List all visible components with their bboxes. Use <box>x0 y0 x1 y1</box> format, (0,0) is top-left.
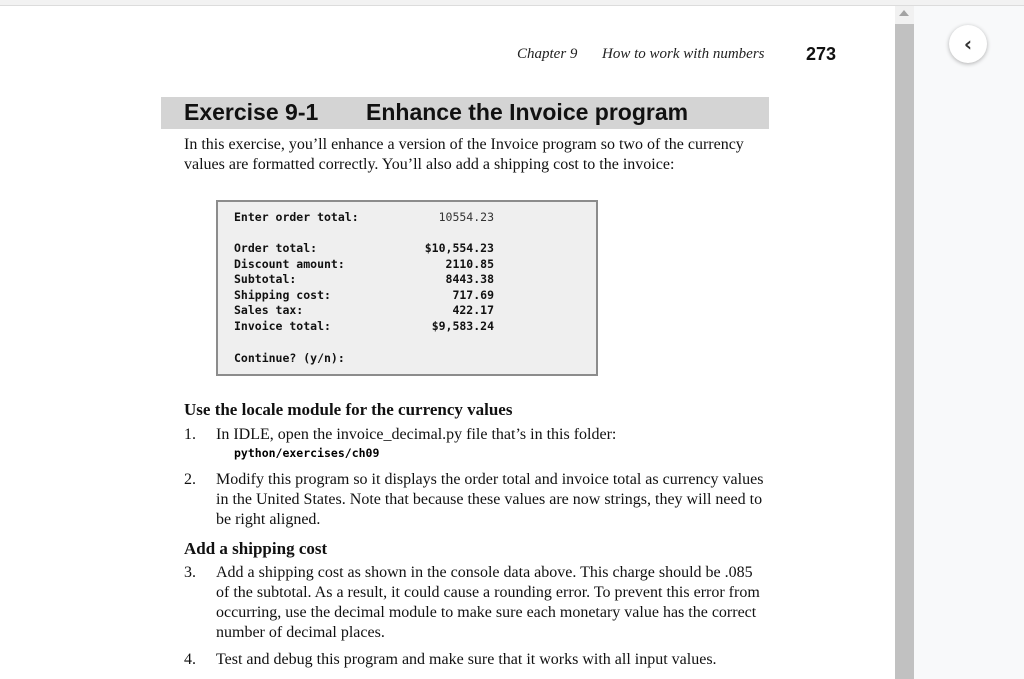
console-row <box>234 288 494 303</box>
step-text: Add a shipping cost as shown in the console data above. This charge should be .085 of the subtotal. As a result, it could cause a rounding error. To prevent this error from occurring, use the decimal module to make sure each monetary value has the correct number of decimal places. <box>216 564 760 641</box>
step-2 <box>184 470 764 530</box>
step-text: In IDLE, open the invoice_decimal.py file that’s in this folder: <box>216 426 617 443</box>
step-4 <box>184 650 764 670</box>
section-label: How to work with numbers <box>602 46 765 62</box>
scrollbar-thumb[interactable] <box>895 24 914 679</box>
console-row <box>234 319 494 334</box>
step-3 <box>184 563 764 643</box>
console-prompt-label: Enter order total: <box>234 210 359 224</box>
section-heading-shipping: Add a shipping cost <box>184 539 328 558</box>
chapter-label: Chapter 9 <box>517 46 578 62</box>
step-1 <box>184 425 764 445</box>
step-text: Test and debug this program and make sure that it works with all input values. <box>216 651 717 668</box>
console-row-label: Discount amount: <box>234 257 345 271</box>
step-text: Modify this program so it displays the order total and invoice total as currency values in the United States. Note that because these values are now strings, they will need to be right aligned. <box>216 471 764 528</box>
console-row-label: Order total: <box>234 241 318 255</box>
console-continue-row <box>234 351 494 366</box>
console-row-value: $9,583.24 <box>431 319 494 333</box>
console-row <box>234 257 494 272</box>
step-number: 3. <box>184 564 196 581</box>
console-row-label: Sales tax: <box>234 303 304 317</box>
console-row-value: 422.17 <box>452 303 494 317</box>
exercise-title: Enhance the Invoice program <box>366 99 689 125</box>
console-row-value: 2110.85 <box>445 257 494 271</box>
console-prompt-value: 10554.23 <box>438 210 494 224</box>
scroll-up-arrow-icon[interactable] <box>899 10 909 16</box>
console-row <box>234 272 494 287</box>
folder-path: python/exercises/ch09 <box>234 446 380 460</box>
console-continue-prompt: Continue? (y/n): <box>234 351 345 365</box>
exercise-intro: In this exercise, you’ll enhance a version of the Invoice program so two of the currency values are formatted correctly. You’ll also add a shipping cost to the invoice: <box>184 136 744 173</box>
running-head <box>517 46 765 63</box>
section-heading-locale: Use the locale module for the currency values <box>184 400 513 419</box>
console-row-value: 717.69 <box>452 288 494 302</box>
page-number: 273 <box>806 44 837 64</box>
step-number: 2. <box>184 471 196 488</box>
console-output <box>216 200 598 376</box>
console-row-label: Shipping cost: <box>234 288 331 302</box>
side-panel <box>914 6 1024 679</box>
step-number: 1. <box>184 426 196 443</box>
console-row-label: Invoice total: <box>234 319 331 333</box>
console-row-label: Subtotal: <box>234 272 297 286</box>
chevron-left-icon: ‹ <box>963 32 973 56</box>
step-number: 4. <box>184 651 196 668</box>
exercise-number: Exercise 9-1 <box>184 99 319 125</box>
back-button[interactable] <box>949 25 987 63</box>
console-prompt-row <box>234 210 494 225</box>
console-row <box>234 241 494 256</box>
console-row-value: 8443.38 <box>445 272 494 286</box>
console-row <box>234 303 494 318</box>
console-row-value: $10,554.23 <box>424 241 494 255</box>
